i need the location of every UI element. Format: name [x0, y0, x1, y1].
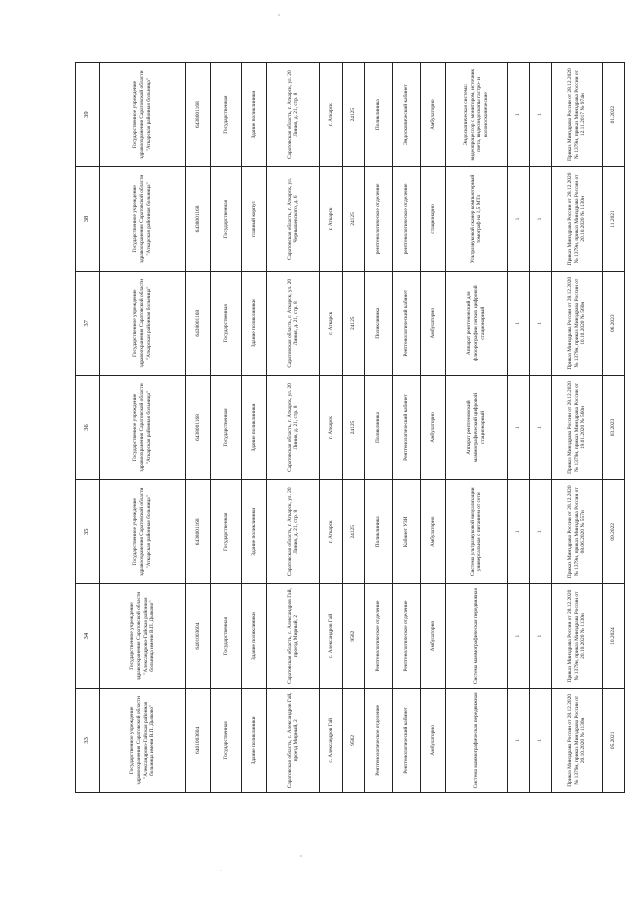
- column-number-cell: 38: [76, 167, 100, 271]
- equipment-table: [75, 62, 625, 793]
- table-cell: 1: [529, 271, 551, 375]
- table-cell: Здание поликлиники: [242, 375, 267, 479]
- table-cell: Приказ Минздрава России от 28.12.2020 № 1379н, приказ Минздрава России от 08.06.2020 № 557н: [552, 480, 602, 584]
- table-cell: Поликлиника: [365, 480, 393, 584]
- table-cell: Рентгенологический кабинет: [393, 375, 421, 479]
- table-cell: 6438001168: [186, 271, 211, 375]
- table-cell: 9562: [342, 584, 364, 688]
- table-row: [552, 63, 602, 793]
- table-cell: 9562: [342, 688, 364, 792]
- table-cell: Здание поликлиники: [242, 688, 267, 792]
- table-cell: Приказ Минздрава России от 28.12.2020 № 1379н, приказ Минздрава России от 12.11.2017 № 974н: [552, 63, 602, 167]
- table-cell: 1: [507, 584, 529, 688]
- table-cell: Приказ Минздрава России от 28.12.2020 № 1379н, приказ Минздрава России от 20.10.2020 № 1130н: [552, 584, 602, 688]
- table-cell: Аппарат рентгеновский маммографический цифровой стационарный: [446, 375, 507, 479]
- table-cell: Государственное учреждение здравоохранения Саратовской области "Аткарская районная больница": [99, 167, 186, 271]
- table-cell: 24125: [342, 167, 364, 271]
- table-cell: Рентгенологический кабинет: [393, 688, 421, 792]
- table-cell: рентгенологическое отделение: [365, 167, 393, 271]
- table-cell: 1: [529, 167, 551, 271]
- table-cell: с. Александров Гай: [320, 688, 342, 792]
- table-row: [242, 63, 267, 793]
- table-cell: 1: [507, 375, 529, 479]
- table-cell: Система маммографическая передвижная: [446, 584, 507, 688]
- table-cell: 1: [507, 271, 529, 375]
- table-cell: 1: [529, 480, 551, 584]
- table-cell: Амбулаторно: [420, 688, 445, 792]
- table-cell: Ультразвуковой сканер компьютерный томограф на 1,5 МТл: [446, 167, 507, 271]
- table-cell: Кабинет УЗИ: [393, 480, 421, 584]
- table-cell: Саратовская область, г. Аткарск, ул. Чернышевского, д. 6: [267, 167, 320, 271]
- table-cell: Приказ Минздрава России от 28.12.2020 № 1379н, приказ Минздрава России от 19.01.2020 № 560н: [552, 375, 602, 479]
- table-cell: Государственное учреждение здравоохранения Саратовской области "Александрово-Гайская районная больница имени В.П. Дьяково": [99, 584, 186, 688]
- table-row: [211, 63, 242, 793]
- table-cell: Система маммографическая передвижная: [446, 688, 507, 792]
- table-cell: Саратовская область, с. Александров Гай, проезд Мирный, 2: [267, 688, 320, 792]
- table-cell: Саратовская область, г. Аткарск, ул. 20 Линия, д. 21, стр. 8: [267, 480, 320, 584]
- table-cell: 24125: [342, 271, 364, 375]
- table-cell: 10.2024: [602, 584, 624, 688]
- table-cell: г. Аткарск: [320, 63, 342, 167]
- table-cell: Амбулаторно: [420, 480, 445, 584]
- table-cell: Государственное учреждение здравоохранения Саратовской области "Аткарская районная больница": [99, 375, 186, 479]
- table-cell: Государственная: [211, 271, 242, 375]
- table-cell: Здание поликлиники: [242, 480, 267, 584]
- table-cell: Саратовская область, г. Аткарск, ул. 20 Линия, д. 21, стр. 8: [267, 271, 320, 375]
- table-cell: 09.2022: [602, 480, 624, 584]
- table-cell: 1: [507, 688, 529, 792]
- table-row: [507, 63, 529, 793]
- table-row: [529, 63, 551, 793]
- table-cell: 01.2022: [602, 63, 624, 167]
- column-number-cell: 33: [76, 688, 100, 792]
- header-row: [76, 63, 100, 793]
- table-cell: 1: [507, 480, 529, 584]
- table-cell: Аппарат рентгеновский для флюорографии легких цифровой стационарный: [446, 271, 507, 375]
- table-cell: 24125: [342, 480, 364, 584]
- table-cell: Поликлиника: [365, 63, 393, 167]
- table-cell: Государственная: [211, 688, 242, 792]
- scan-dot: [278, 14, 280, 16]
- table-cell: Рентгенологическое отделение: [393, 584, 421, 688]
- table-cell: главный корпус: [242, 167, 267, 271]
- table-cell: 06.2023: [602, 271, 624, 375]
- table-cell: Амбулаторно: [420, 63, 445, 167]
- table-cell: Здание поликлиники: [242, 63, 267, 167]
- table-cell: 6401003604: [186, 688, 211, 792]
- table-cell: Здание поликлиники: [242, 584, 267, 688]
- table-cell: 24125: [342, 63, 364, 167]
- table-cell: Государственное учреждение здравоохранения Саратовской области "Аткарская районная больница": [99, 63, 186, 167]
- column-number-cell: 37: [76, 271, 100, 375]
- table-cell: Рентгенологическое отделение: [365, 688, 393, 792]
- table-cell: Государственная: [211, 167, 242, 271]
- table-cell: 6438001168: [186, 480, 211, 584]
- table-cell: Государственное учреждение здравоохранения Саратовской области "Александрово-Гайская районная больница имени В.П. Дьяково": [99, 688, 186, 792]
- column-number-cell: 39: [76, 63, 100, 167]
- table-cell: 6438001168: [186, 63, 211, 167]
- table-row: [186, 63, 211, 793]
- rotated-table-wrapper: [75, 62, 625, 793]
- column-number-cell: 34: [76, 584, 100, 688]
- table-cell: Саратовская область, г. Аткарск, ул. 20 Линия, д. 21, стр. 8: [267, 63, 320, 167]
- table-row: [602, 63, 624, 793]
- table-cell: 05.2021: [602, 688, 624, 792]
- table-cell: Приказ Минздрава России от 28.12.2020 № 1379н, приказ Минздрава России от 10.10.2020 № 560н: [552, 271, 602, 375]
- table-cell: Амбулаторно: [420, 584, 445, 688]
- table-cell: Поликлиника: [365, 375, 393, 479]
- table-cell: Государственное учреждение здравоохранения Саратовской области "Аткарская районная больница": [99, 271, 186, 375]
- table-cell: Рентгенологическое отделение: [365, 584, 393, 688]
- table-row: [267, 63, 320, 793]
- table-cell: Государственная: [211, 584, 242, 688]
- table-cell: Эндоскопический кабинет: [393, 63, 421, 167]
- table-cell: Приказ Минздрава России от 28.12.2020 № 1379н, приказ Минздрава России от 20.10.2020 № 1130н: [552, 167, 602, 271]
- table-cell: 11.2021: [602, 167, 624, 271]
- table-row: [99, 63, 186, 793]
- table-cell: 6401003604: [186, 584, 211, 688]
- table-cell: г. Аткарск: [320, 480, 342, 584]
- table-cell: 1: [529, 375, 551, 479]
- table-cell: 1: [529, 584, 551, 688]
- table-cell: Амбулаторно: [420, 271, 445, 375]
- scan-dot: [300, 855, 302, 857]
- table-cell: Государственная: [211, 63, 242, 167]
- table-row: [320, 63, 342, 793]
- table-cell: Саратовская область, с. Александров Гай, проезд Мирный, 2: [267, 584, 320, 688]
- table-row: [446, 63, 507, 793]
- table-cell: 1: [529, 63, 551, 167]
- table-cell: стационарно: [420, 167, 445, 271]
- scan-dot: [220, 870, 221, 871]
- table-cell: 1: [507, 167, 529, 271]
- table-row: [393, 63, 421, 793]
- table-cell: г. Аткарск: [320, 167, 342, 271]
- table-cell: 6438001168: [186, 167, 211, 271]
- table-cell: Рентгенологический кабинет: [393, 271, 421, 375]
- table-cell: 6438001168: [186, 375, 211, 479]
- table-cell: 24125: [342, 375, 364, 479]
- table-cell: Саратовская область, г. Аткарск, ул. 20 Линия, д. 21, стр. 8: [267, 375, 320, 479]
- table-cell: г. Аткарск: [320, 271, 342, 375]
- table-cell: Система ультразвуковой визуализации универсальная с питанием от сети: [446, 480, 507, 584]
- table-cell: Приказ Минздрава России от 28.12.2020 № 1379н, приказ Минздрава России от 20.10.2020 № 1130н: [552, 688, 602, 792]
- table-cell: рентгенологическое отделение: [393, 167, 421, 271]
- column-number-cell: 35: [76, 480, 100, 584]
- table-cell: Государственная: [211, 480, 242, 584]
- table-cell: Здание поликлиники: [242, 271, 267, 375]
- table-cell: Поликлиника: [365, 271, 393, 375]
- table-cell: Эндоскопическая система: видеопроцессор с монитором, источник света, видеоэндоскопы гастро- и колоноскопические: [446, 63, 507, 167]
- table-cell: Амбулаторно: [420, 375, 445, 479]
- table-cell: 1: [529, 688, 551, 792]
- table-row: [365, 63, 393, 793]
- table-cell: 03.2023: [602, 375, 624, 479]
- table-cell: г. Аткарск: [320, 375, 342, 479]
- column-number-cell: 36: [76, 375, 100, 479]
- table-cell: Государственное учреждение здравоохранения Саратовской области "Аткарская районная больница": [99, 480, 186, 584]
- table-cell: Государственная: [211, 375, 242, 479]
- table-row: [342, 63, 364, 793]
- table-row: [420, 63, 445, 793]
- table-cell: 1: [507, 63, 529, 167]
- table-cell: с. Александров Гай: [320, 584, 342, 688]
